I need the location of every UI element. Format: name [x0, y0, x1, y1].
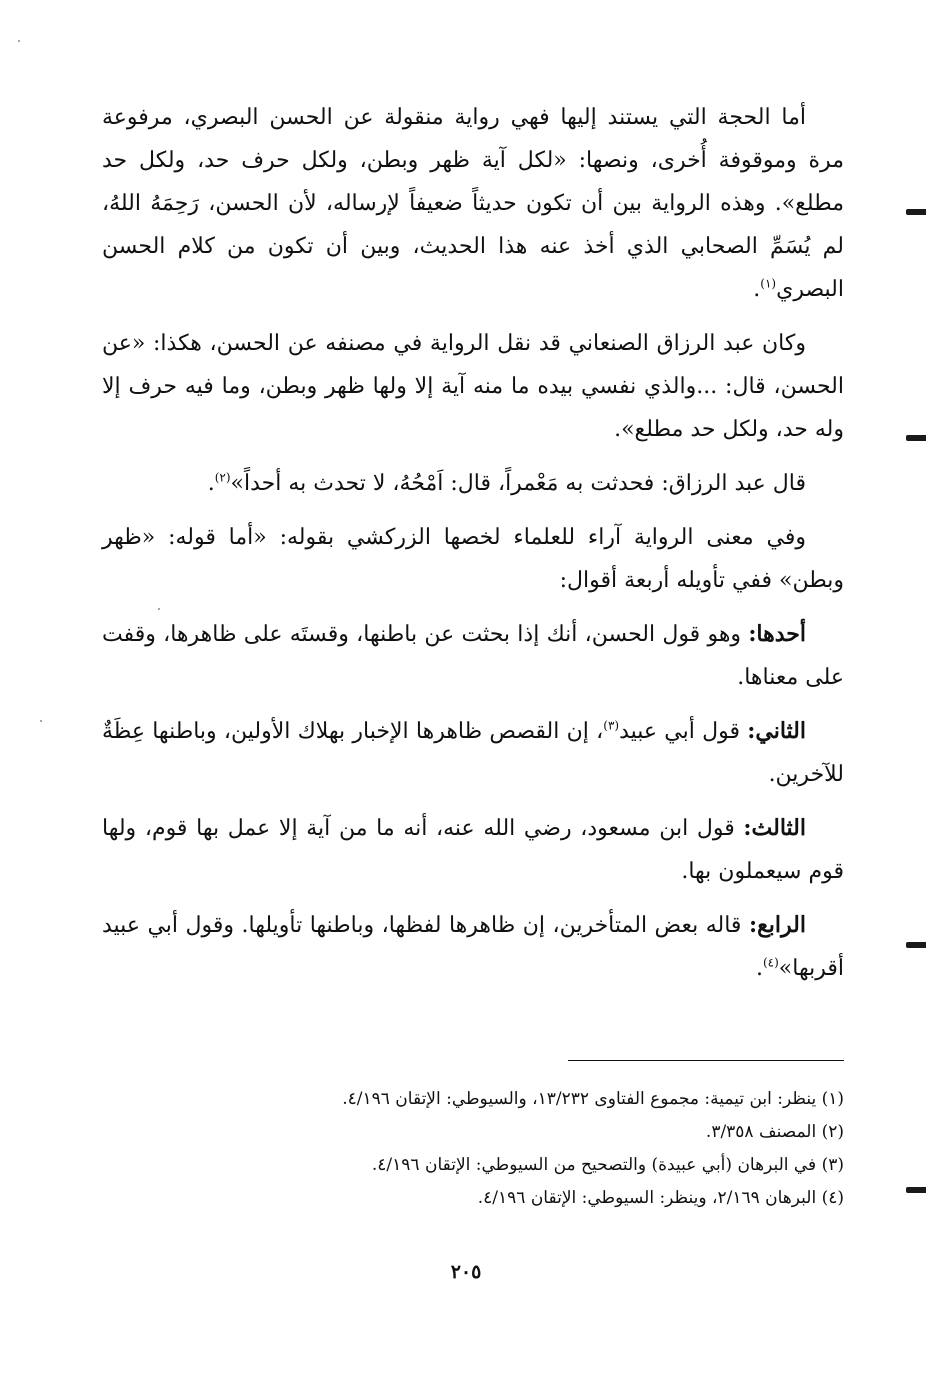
paragraph-text: وفي معنى الرواية آراء للعلماء لخصها الزركشي بقوله: «أما قوله: «ظهر وبطن» ففي تأويله أربعة أقوال:	[102, 525, 844, 593]
paragraph-third-view	[102, 807, 844, 893]
footnote-1: (١) ينظر: ابن تيمية: مجموع الفتاوى ١٣/٢٣٢، والسيوطي: الإتقان ٤/١٩٦.	[342, 1089, 844, 1109]
footnote-4: (٤) البرهان ٢/١٦٩، وينظر: السيوطي: الإتقان ٤/١٩٦.	[477, 1188, 844, 1208]
footnote-3: (٣) في البرهان (أبي عبيدة) والتصحيح من السيوطي: الإتقان ٤/١٩٦.	[371, 1155, 844, 1175]
paragraph-fourth-view	[102, 904, 844, 990]
paragraph-tail: .	[755, 956, 763, 981]
view-term: الثاني:	[747, 718, 806, 744]
footnote-ref-3[interactable]: (٣)	[603, 718, 620, 733]
footnote-2: (٢) المصنف ٣/٣٥٨.	[705, 1122, 844, 1142]
paragraph-tail: .	[207, 471, 215, 496]
scan-edge-mark	[906, 942, 926, 948]
paragraph-text: قاله بعض المتأخرين، إن ظاهرها لفظها، وباطنها تأويلها. وقول أبي عبيد أقربها»	[102, 913, 844, 981]
paragraph-text: وهو قول الحسن، أنك إذا بحثت عن باطنها، وقستَه على ظاهرها، وقفت على معناها.	[102, 622, 844, 690]
paragraph-second-view	[102, 710, 844, 796]
paragraph-text: قول ابن مسعود، رضي الله عنه، أنه ما من آية إلا عمل بها قوم، ولها قوم سيعملون بها.	[102, 816, 844, 884]
paragraph-first-view	[102, 613, 844, 699]
view-term: الرابع:	[748, 912, 806, 938]
scan-speck	[40, 720, 42, 722]
scan-speck	[18, 40, 20, 42]
scan-edge-mark	[906, 209, 926, 215]
paragraph-mamar	[102, 462, 844, 505]
paragraph-tail: ، إن القصص ظاهرها الإخبار بهلاك الأولين، وباطنها عِظَةٌ للآخرين.	[102, 719, 844, 787]
view-term: أحدها:	[748, 621, 806, 647]
footnote-divider	[568, 1060, 844, 1061]
paragraph-text: قول أبي عبيد	[619, 719, 740, 744]
footnote-ref-1[interactable]: (١)	[760, 276, 777, 291]
paragraph-tail: .	[753, 277, 761, 302]
footnote-ref-4[interactable]: (٤)	[762, 955, 779, 970]
main-text	[102, 96, 844, 1001]
page-number: ٢٠٥	[450, 1261, 482, 1283]
footnote-ref-2[interactable]: (٢)	[214, 470, 231, 485]
scan-edge-mark	[906, 435, 926, 441]
paragraph-text: وكان عبد الرزاق الصنعاني قد نقل الرواية في مصنفه عن الحسن، هكذا: «عن الحسن، قال: ...والذي نفسي بيده ما منه آية إلا ولها ظهر وبطن، وما فيه حرف إلا وله حد، ولكل حد مطلع».	[102, 331, 844, 442]
paragraph-zarkashi	[102, 516, 844, 602]
paragraph-text: أما الحجة التي يستند إليها فهي رواية منقولة عن الحسن البصري، مرفوعة مرة وموقوفة أُخرى، ونصها: «لكل آية ظهر وبطن، ولكل حرف حد، ولكل حد مطلع». وهذه الرواية بين أن تكون حديثاً ضعيفاً لإرساله، لأن الحسن، رَحِمَهُ اللهُ، لم يُسَمِّ الصحابي الذي أخذ عنه هذا الحديث، وبين أن تكون من كلام الحسن البصري	[102, 105, 844, 302]
paragraph-hasan-narration	[102, 96, 844, 311]
scan-speck	[158, 608, 160, 610]
paragraph-abd-alrazzaq	[102, 322, 844, 451]
view-term: الثالث:	[743, 815, 806, 841]
paragraph-text: قال عبد الرزاق: فحدثت به مَعْمراً، قال: اَمْحُهُ، لا تحدث به أحداً»	[230, 471, 806, 496]
footnotes	[160, 1083, 844, 1215]
scan-edge-mark	[906, 1187, 926, 1193]
